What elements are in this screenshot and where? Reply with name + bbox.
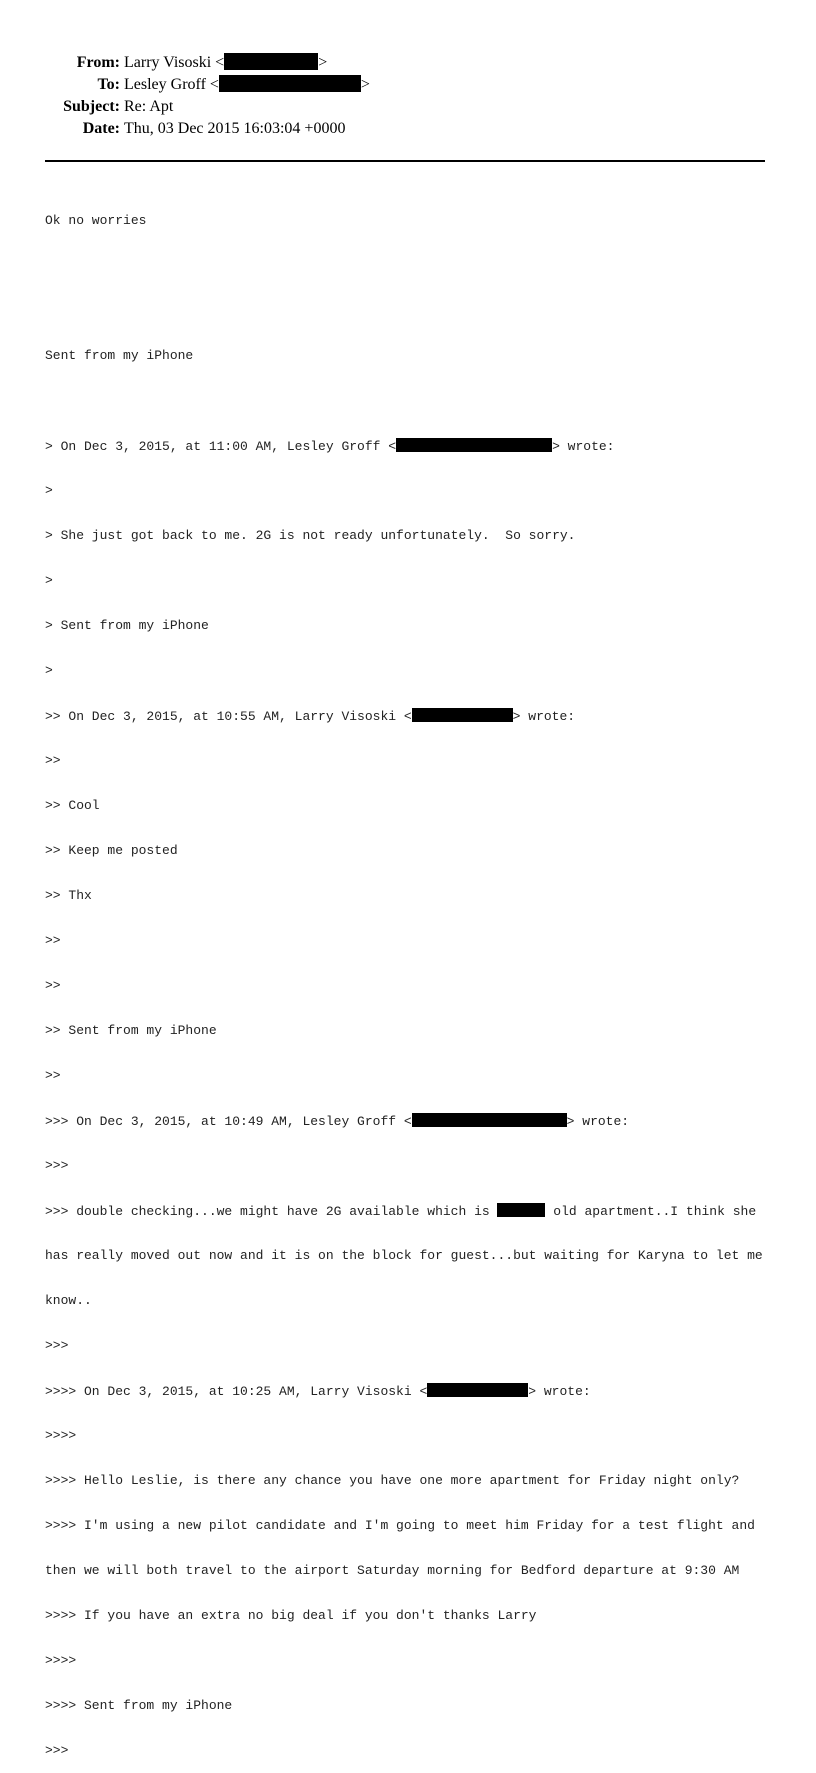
redaction-box [396,438,552,452]
body-line: >> [45,933,61,948]
redaction-box [412,708,513,722]
body-line: >>>> If you have an extra no big deal if you don't thanks Larry [45,1608,537,1623]
body-line: > She just got back to me. 2G is not ready unfortunately. So sorry. [45,528,576,543]
body-line: Sent from my iPhone [45,348,194,363]
body-line: > [45,483,53,498]
redaction-box [224,53,318,70]
to-value [124,74,370,96]
body-line: > Sent from my iPhone [45,618,209,633]
from-label: From: [76,54,120,71]
body-line: >>> [45,1338,69,1353]
date-value: Thu, 03 Dec 2015 16:03:04 +0000 [124,120,346,137]
body-line: >> [45,1068,61,1083]
subject-label: Subject: [63,98,120,115]
body-line: > [45,573,53,588]
to-label: To: [97,76,120,93]
body-line: >>>> Sent from my iPhone [45,1698,233,1713]
from-close: > [318,54,328,71]
body-line: >>>> I'm using a new pilot candidate and I'm going to meet him Friday for a test flight and [45,1518,755,1533]
redaction-box [427,1383,528,1397]
to-close: > [360,76,370,93]
body-line: >>>> [45,1653,77,1668]
body-line: >>> [45,1743,69,1758]
redaction-box [497,1203,545,1217]
body-line: >>>> On Dec 3, 2015, at 10:25 AM, Larry Visoski < > wrote: [45,1384,591,1399]
from-name: Larry Visoski < [124,54,225,71]
body-line: >> [45,753,61,768]
email-body [45,183,763,1773]
body-line: >> Thx [45,888,92,903]
to-name: Lesley Groff < [124,76,219,93]
from-value [124,52,327,74]
subject-value: Re: Apt [124,98,174,115]
body-line: >>> double checking...we might have 2G available which is old apartment..I think she [45,1204,757,1219]
body-line: has really moved out now and it is on the block for guest...but waiting for Karyna to let me [45,1248,763,1263]
body-line: then we will both travel to the airport Saturday morning for Bedford departure at 9:30 AM [45,1563,740,1578]
body-line: >> Sent from my iPhone [45,1023,217,1038]
body-line: know.. [45,1293,92,1308]
redaction-box [412,1113,567,1127]
header-divider [45,160,765,162]
body-line: >> Cool [45,798,100,813]
date-label: Date: [82,120,120,137]
body-line: >> On Dec 3, 2015, at 10:55 AM, Larry Visoski < > wrote: [45,709,576,724]
body-line: >>> [45,1158,69,1173]
body-line: Ok no worries [45,213,147,228]
body-line: >>>> [45,1428,77,1443]
body-line: > On Dec 3, 2015, at 11:00 AM, Lesley Groff < > wrote: [45,439,615,454]
redaction-box [219,75,361,92]
body-line: >> [45,978,61,993]
body-line: > [45,663,53,678]
body-line: >>>> Hello Leslie, is there any chance you have one more apartment for Friday night only? [45,1473,740,1488]
body-line: >> Keep me posted [45,843,178,858]
body-line: >>> On Dec 3, 2015, at 10:49 AM, Lesley Groff < > wrote: [45,1114,630,1129]
